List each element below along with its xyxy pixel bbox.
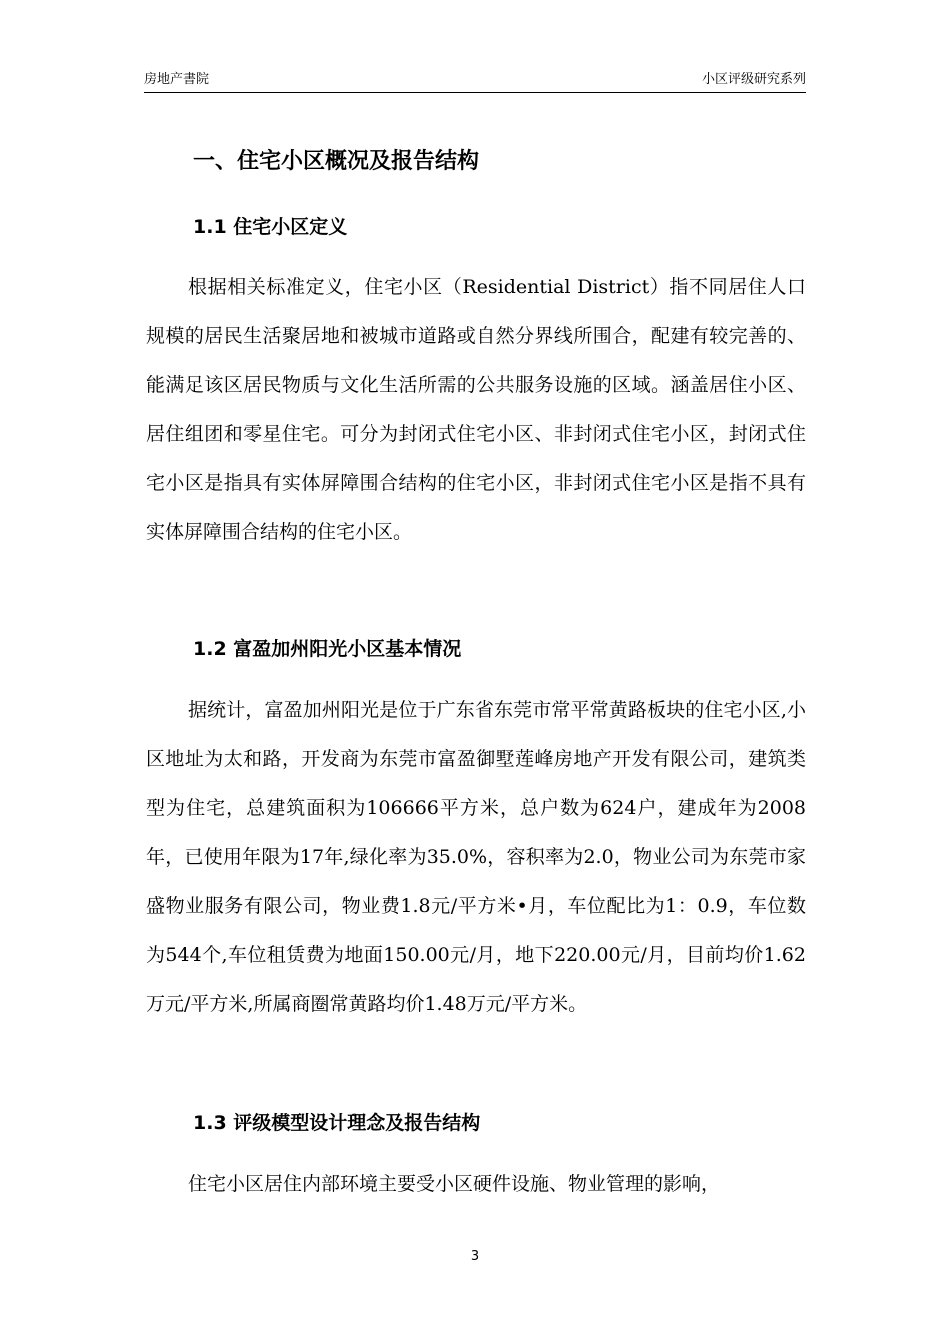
paragraph-district-overview: 据统计，富盈加州阳光是位于广东省东莞市常平常黄路板块的住宅小区,小区地址为太和路，开发商为东莞市富盈御墅莲峰房地产开发有限公司，建筑类型为住宅，总建筑面积为106666平方米，总户数为624户，建成年为2008年，已使用年限为17年,绿化率为35.0%，容积率为2.0，物业公司为东莞市家盛物业服务有限公司，物业费1.8元/平方米•月，车位配比为1：0.9，车位数为544个,车位租赁费为地面150.00元/月，地下220.00元/月，目前均价1.62万元/平方米,所属商圈常黄路均价1.48万元/平方米。: [146, 699, 806, 1015]
paragraph-model-design: 住宅小区居住内部环境主要受小区硬件设施、物业管理的影响，: [188, 1173, 721, 1195]
page-number: 3: [470, 1249, 480, 1264]
paragraph-definition: 根据相关标准定义，住宅小区（Residential District）指不同居住人口规模的居民生活聚居地和被城市道路或自然分界线所围合，配建有较完善的、能满足该区居民物质与文化生活所需的公共服务设施的区域。涵盖居住小区、居住组团和零星住宅。可分为封闭式住宅小区、非封闭式住宅小区，封闭式住宅小区是指具有实体屏障围合结构的住宅小区，非封闭式住宅小区是指不具有实体屏障围合结构的住宅小区。: [146, 276, 806, 543]
header-series: 小区评级研究系列: [701, 72, 806, 87]
subsection-title-1-1: 1.1 住宅小区定义: [193, 216, 348, 238]
page-header: [144, 66, 806, 93]
subsection-title-1-3: 1.3 评级模型设计理念及报告结构: [193, 1112, 481, 1134]
header-publisher: 房地产書院: [144, 72, 210, 87]
subsection-title-1-2: 1.2 富盈加州阳光小区基本情况: [193, 638, 462, 660]
section-title: 一、住宅小区概况及报告结构: [193, 149, 480, 174]
